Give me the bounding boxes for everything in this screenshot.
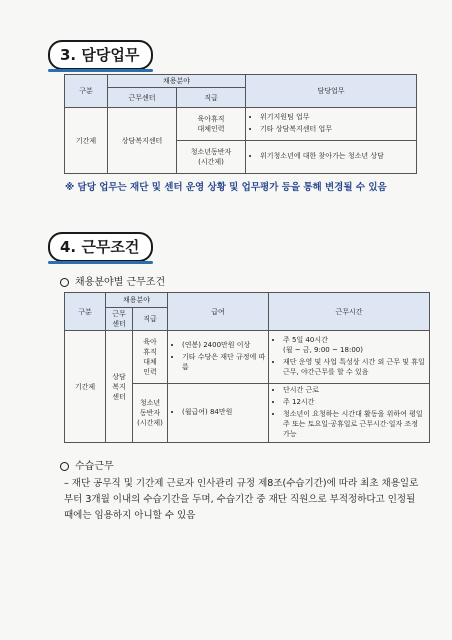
circle-bullet-icon <box>60 462 69 471</box>
t2-r2-hours-item: • 주 12시간 <box>283 397 427 407</box>
t2-r2-pay-item: • (월급여) 84만원 <box>182 407 266 417</box>
t2-r2-hours-item: • 청소년이 요청하는 시간대 활동을 위하여 평일주 또는 토요일·공휴일로 근무시간·일자 조정 가능 <box>283 409 427 439</box>
t1-header-field: 채용분야 <box>108 75 246 88</box>
conditions-table <box>64 292 430 443</box>
t1-header-duty: 담당업무 <box>246 75 417 108</box>
section-4-title <box>48 232 153 262</box>
work-conditions-heading-text: 채용분야별 근무조건 <box>75 277 166 288</box>
t2-r1-pay <box>168 331 269 384</box>
t1-r1-rank: 육아휴직 대체인력 <box>177 108 246 141</box>
t2-r1-rank: 육아 휴직 대체 인력 <box>133 331 168 384</box>
t1-row-type: 기간제 <box>65 108 108 174</box>
t1-r1-duties <box>246 108 417 141</box>
t2-header-category: 구분 <box>65 293 106 331</box>
t2-r1-hours <box>269 331 430 384</box>
t1-header-category: 구분 <box>65 75 108 108</box>
t2-row-type: 기간제 <box>65 331 106 443</box>
section-4-title-text: 4. 근무조건 <box>60 238 140 256</box>
t1-r1-duty-item: • 기타 상담복지센터 업무 <box>260 124 414 134</box>
probation-heading <box>60 460 114 474</box>
t1-header-rank: 직급 <box>177 88 246 108</box>
section-4-underline <box>48 261 153 264</box>
section-3-title-text: 3. 담당업무 <box>60 46 140 64</box>
t2-header-hours: 근무시간 <box>269 293 430 331</box>
section-3-underline <box>48 69 153 72</box>
t1-header-center: 근무센터 <box>108 88 177 108</box>
t1-r2-rank: 청소년동반자 (시간제) <box>177 141 246 174</box>
t2-r1-pay-item: • 기타 수당은 재단 규정에 따름 <box>182 352 266 372</box>
t2-r2-hours-item: • 단시간 근로 <box>283 385 427 395</box>
work-conditions-heading <box>60 276 165 290</box>
t2-header-center: 근무 센터 <box>106 308 133 331</box>
t2-r2-hours <box>269 384 430 443</box>
t2-header-rank: 직급 <box>133 308 168 331</box>
t2-header-pay: 급여 <box>168 293 269 331</box>
t1-r2-duty-item: • 위기청소년에 대한 찾아가는 청소년 상담 <box>260 151 414 161</box>
section-3-title <box>48 40 153 70</box>
probation-heading-text: 수습근무 <box>75 461 114 472</box>
t1-r1-duty-item: • 위기지원팀 업무 <box>260 112 414 122</box>
t2-r2-pay <box>168 384 269 443</box>
t2-row-center: 상담 복지 센터 <box>106 331 133 443</box>
t2-header-field: 채용분야 <box>106 293 168 308</box>
duty-change-note: ※ 담당 업무는 재단 및 센터 운영 상황 및 업무평가 등을 통해 변경될 수 있음 <box>65 182 387 193</box>
t2-r2-rank: 청소년 동반자 (시간제) <box>133 384 168 443</box>
t2-r1-hours-item: • 재단 운영 및 사업 특성상 시간 외 근무 및 휴일근무, 야간근무를 할 수 있음 <box>283 357 427 377</box>
circle-bullet-icon <box>60 278 69 287</box>
probation-paragraph: – 재단 공무직 및 기간제 근로자 인사관리 규정 제8조(수습기간)에 따라 최초 채용일로부터 3개월 이내의 수습기간을 두며, 수습기간 중 재단 직원으로 부적정하다고 인정될 때에는 임용하지 아니할 수 있음 <box>64 478 419 521</box>
duty-table <box>64 74 417 174</box>
t1-row-center: 상담복지센터 <box>108 108 177 174</box>
t2-r1-hours-item: • 주 5일 40시간 (월 ~ 금, 9:00 ~ 18:00) <box>283 335 427 355</box>
t2-r1-pay-item: • (연봉) 2400만원 이상 <box>182 340 266 350</box>
t1-r2-duties <box>246 141 417 174</box>
